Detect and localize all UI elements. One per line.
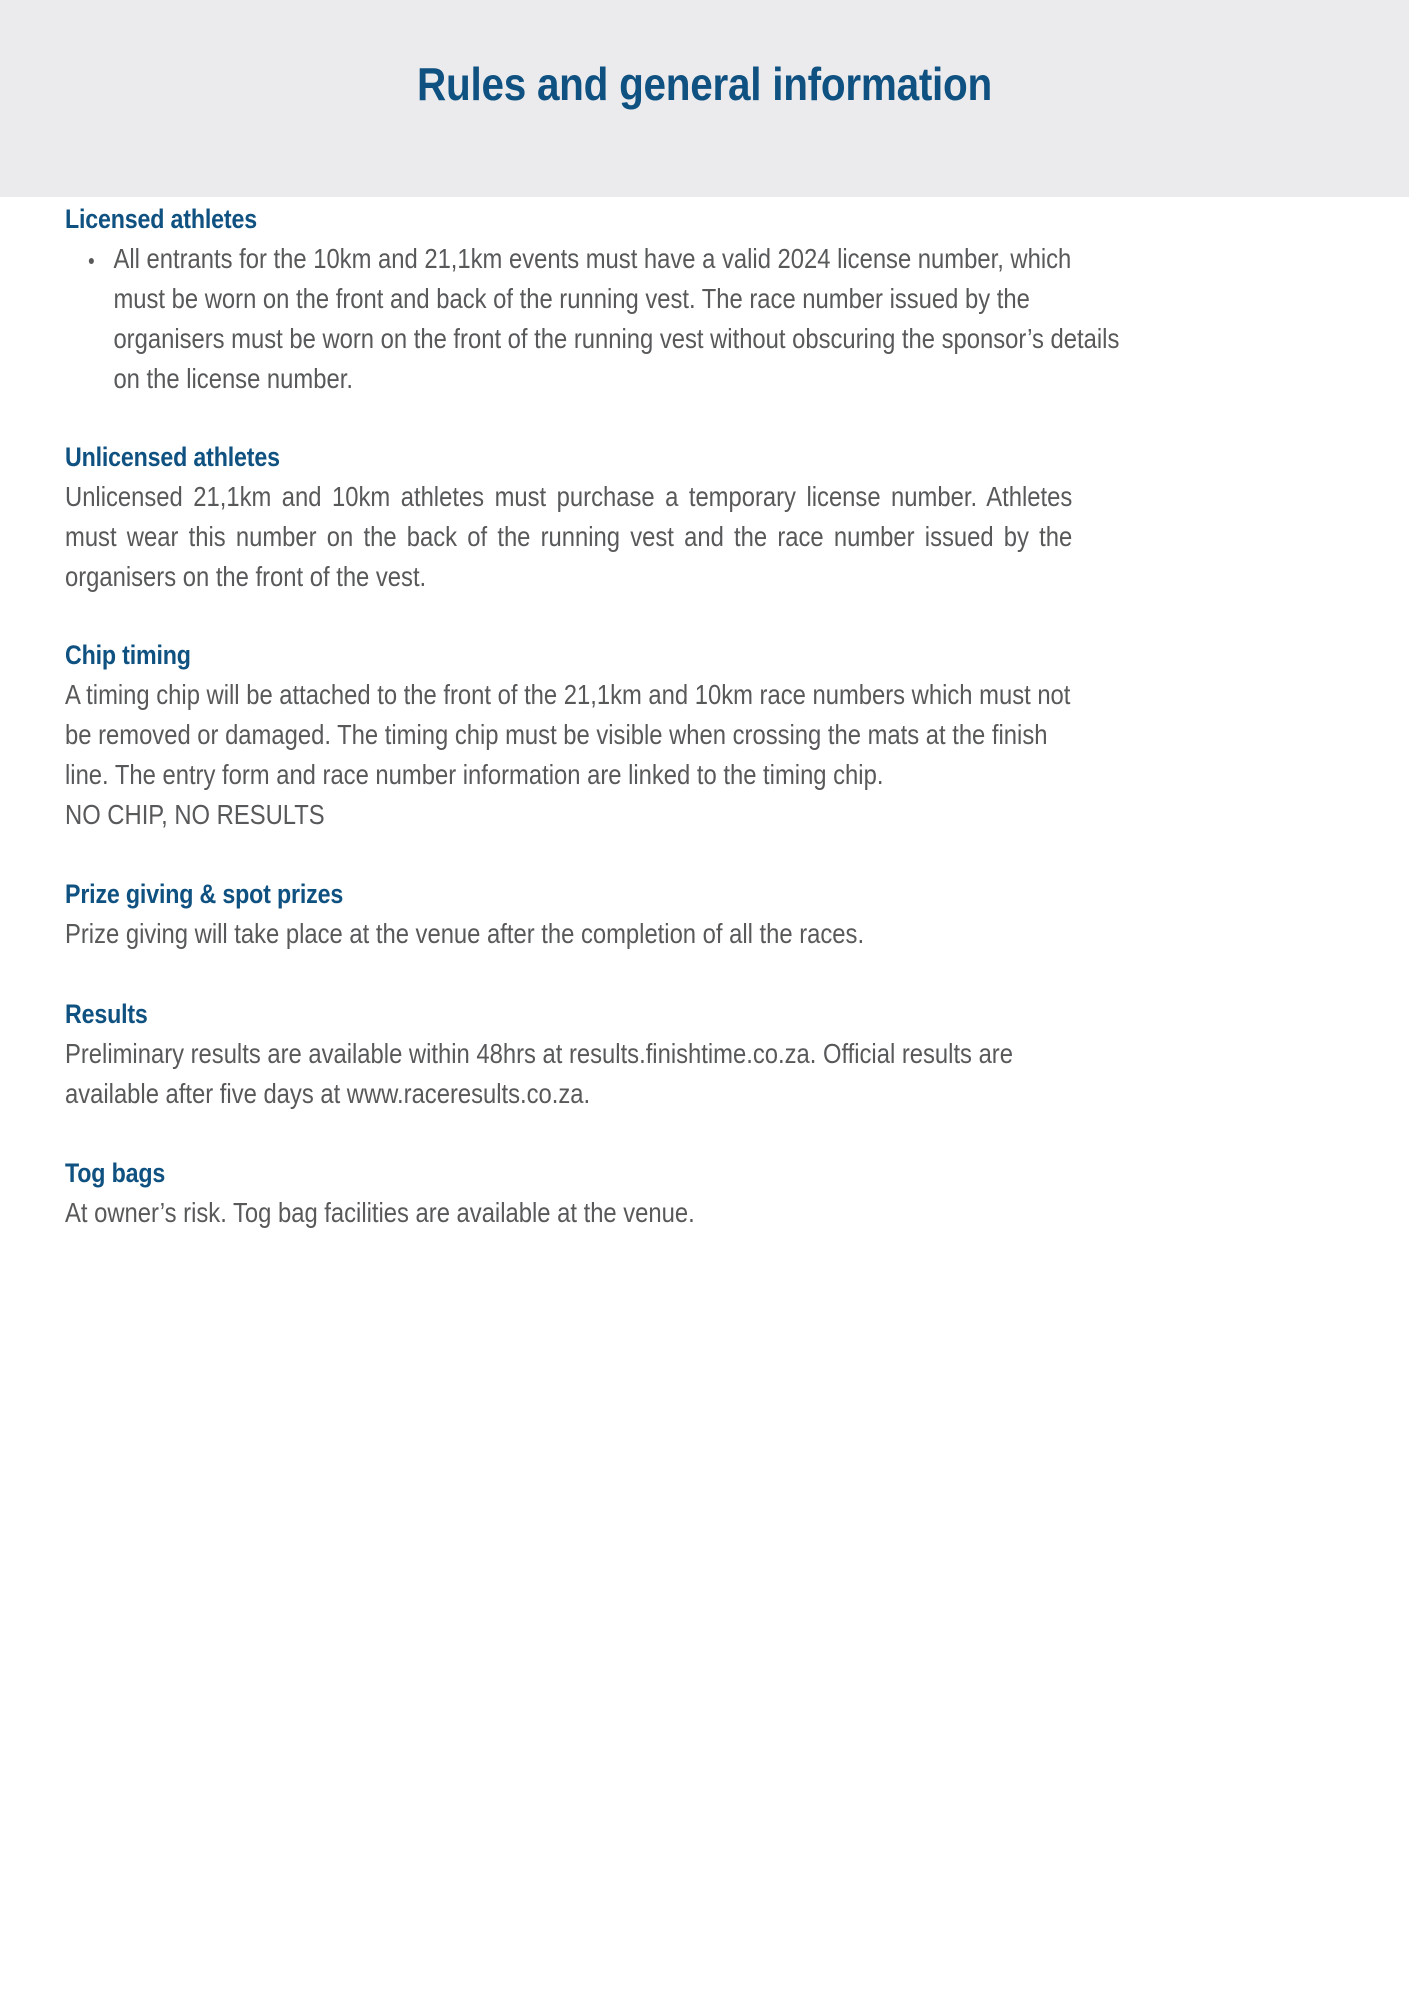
section-unlicensed-athletes (65, 442, 1075, 597)
list-item (65, 239, 1121, 399)
section-heading-results: Results (65, 999, 148, 1029)
section-heading-prize-giving: Prize giving & spot prizes (65, 879, 344, 909)
section-body-tog-bags: At owner’s risk. Tog bag facilities are available at the venue. (65, 1197, 695, 1228)
section-licensed-athletes (65, 204, 1120, 399)
list-item-text: All entrants for the 10km and 21,1km events must have a valid 2024 license number, which must be worn on the front and back of the running vest. The race number issued by the organisers must be worn on the front of the running vest without obscuring the sponsor’s details on the license number. (113, 243, 1120, 394)
chip-timing-no-chip-notice: NO CHIP, NO RESULTS (65, 799, 325, 830)
section-chip-timing (65, 640, 1075, 835)
licensed-athletes-bullet-list (65, 239, 1120, 399)
section-heading-tog-bags: Tog bags (65, 1158, 166, 1188)
bullet-dot-icon (89, 258, 94, 264)
document-content (65, 197, 1120, 1233)
page-title: Rules and general information (417, 58, 992, 110)
section-body-prize-giving: Prize giving will take place at the venue after the completion of all the races. (65, 918, 865, 949)
page-header-band (0, 0, 1409, 197)
section-body-unlicensed-athletes: Unlicensed 21,1km and 10km athletes must purchase a temporary license number. Athletes must wear this number on the back of the running vest and the race number issued by the organisers on the front of the vest. (65, 481, 1073, 592)
section-heading-chip-timing: Chip timing (65, 640, 191, 670)
section-tog-bags (65, 1158, 1075, 1233)
section-body-chip-timing: A timing chip will be attached to the front of the 21,1km and 10km race numbers which must not be removed or damaged. The timing chip must be visible when crossing the mats at the finish line. The entry form and race number information are linked to the timing chip. (65, 679, 1071, 790)
section-heading-licensed-athletes: Licensed athletes (65, 204, 257, 234)
section-heading-unlicensed-athletes: Unlicensed athletes (65, 442, 280, 472)
section-results (65, 999, 1075, 1114)
section-body-results: Preliminary results are available within 48hrs at results.finishtime.co.za. Official results are available after five days at www.raceresults.co.za. (65, 1038, 1013, 1109)
section-prize-giving (65, 879, 1075, 954)
